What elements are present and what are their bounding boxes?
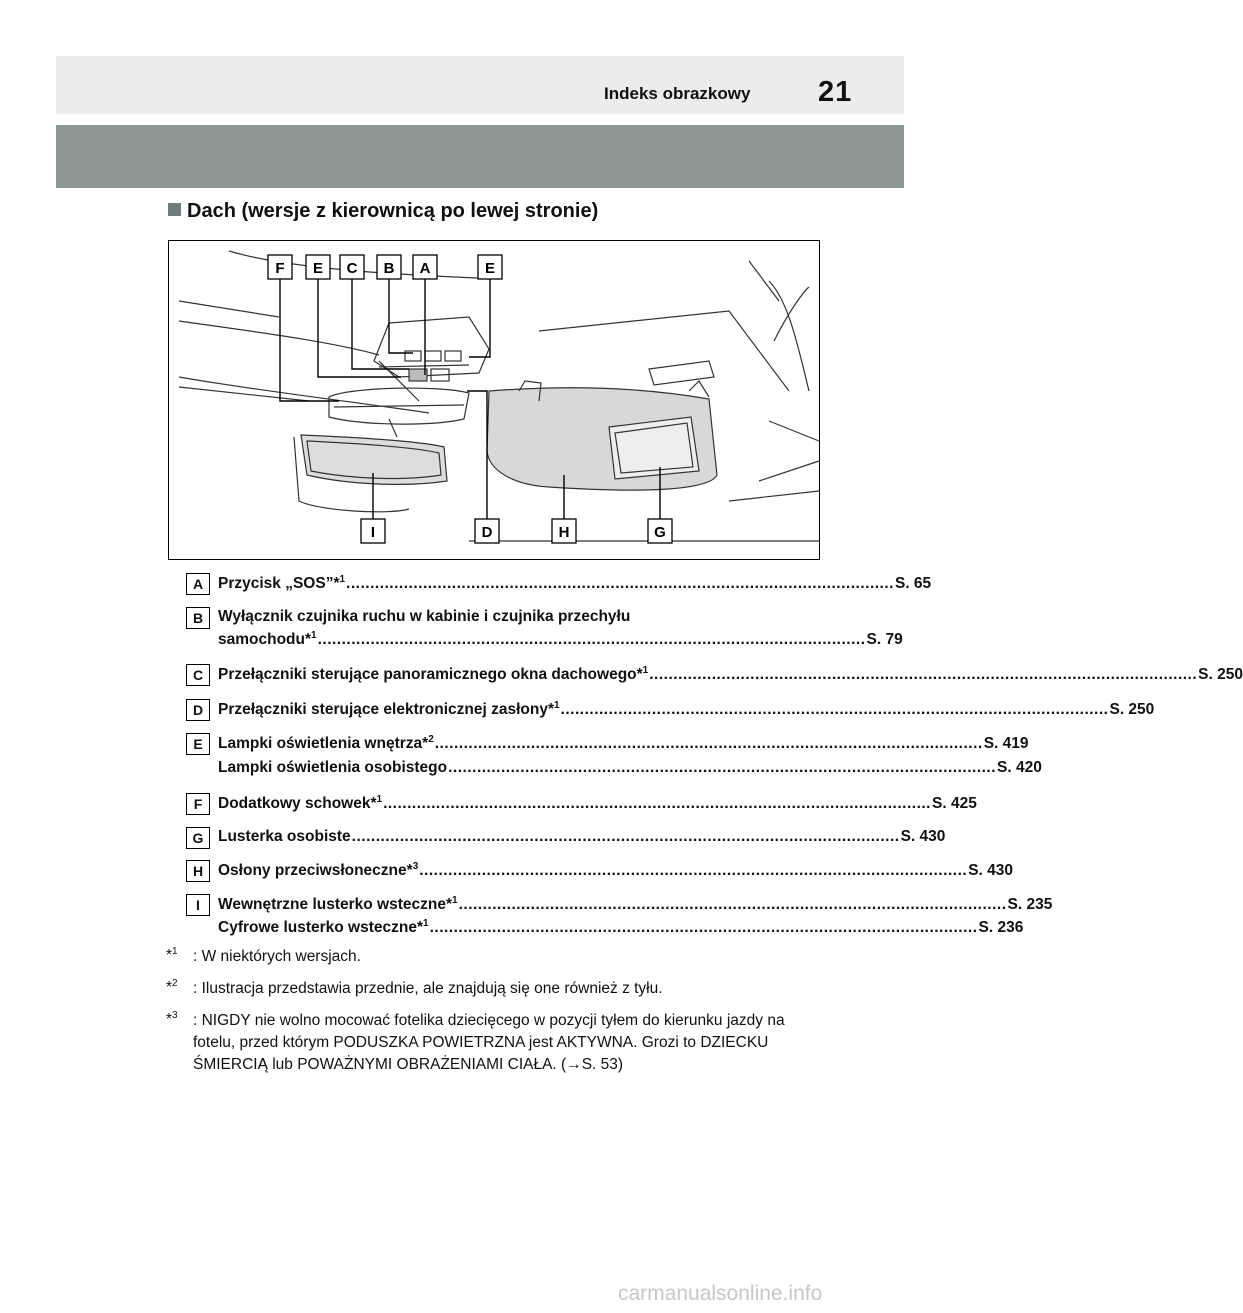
item-text: Przycisk „SOS”* <box>218 575 340 593</box>
item-text: Przełączniki sterujące elektronicznej zasłony* <box>218 701 554 719</box>
callout-label-C: C <box>346 260 358 277</box>
footnote-marker: 1 <box>642 665 649 676</box>
item-text: Wewnętrzne lusterko wsteczne* <box>218 896 453 914</box>
item-text: Wyłącznik czujnika ruchu w kabinie i czujnika przechyłu <box>218 608 631 625</box>
callout-label-D: D <box>481 524 493 541</box>
square-bullet-icon <box>168 203 181 216</box>
roof-drawing <box>169 241 819 559</box>
callout-label-F: F <box>275 260 285 277</box>
item-text: Cyfrowe lusterko wsteczne* <box>218 919 424 937</box>
letter-box: H <box>186 860 210 882</box>
roof-illustration <box>168 240 820 560</box>
footnote-marker: 2 <box>428 734 434 745</box>
footnote-marker: 1 <box>376 794 383 805</box>
page-reference-link[interactable]: S. 250 <box>1109 701 1155 719</box>
section-banner <box>56 125 904 188</box>
page-number: 21 <box>818 76 853 108</box>
page-reference-link[interactable]: S. 430 <box>968 862 1013 880</box>
callout-label-H: H <box>558 524 570 541</box>
running-header-title: Indeks obrazkowy <box>604 84 751 103</box>
page-reference-link[interactable]: S. 419 <box>983 735 1029 753</box>
footnote-text: : W niektórych wersjach. <box>193 948 361 965</box>
footnote-marker: 1 <box>311 630 317 641</box>
footnote-marker: 1 <box>452 895 458 906</box>
callout-label-E-right: E <box>484 260 496 277</box>
footnote-marker: 3 <box>412 861 419 872</box>
page-reference-link[interactable]: S. 79 <box>866 631 903 649</box>
section-title-text: Dach (wersje z kierownicą po lewej stronie) <box>187 200 599 222</box>
item-text: Lusterka osobiste <box>218 828 351 845</box>
header-band <box>56 56 904 114</box>
page-reference-link[interactable]: S. 235 <box>1007 896 1053 914</box>
letter-box: G <box>186 827 210 849</box>
callout-label-B: B <box>383 260 395 277</box>
footnote-marker: 1 <box>339 574 346 585</box>
callout-label-G: G <box>654 524 666 541</box>
item-text: Osłony przeciwsłoneczne* <box>218 862 413 880</box>
page-reference-link[interactable]: S. 430 <box>900 828 946 845</box>
callout-label-I: I <box>370 524 376 541</box>
item-text: Lampki oświetlenia osobistego <box>218 759 448 776</box>
item-text: Dodatkowy schowek* <box>218 795 377 813</box>
section-title <box>168 200 598 223</box>
letter-box: I <box>186 894 210 916</box>
item-text: samochodu* <box>218 631 312 649</box>
letter-box: F <box>186 793 210 815</box>
page-reference-link[interactable]: S. 425 <box>932 795 977 813</box>
page-reference-link[interactable]: S. 236 <box>978 919 1024 937</box>
callout-label-A: A <box>419 260 431 277</box>
watermark[interactable]: carmanualsonline.info <box>618 1282 823 1305</box>
footnote-marker: 1 <box>423 918 429 929</box>
footnote-text: : NIGDY nie wolno mocować fotelika dziecięcego w pozycji tyłem do kierunku jazdy na fotelu, przed którym PODUSZKA POWIETRZNA jest AKTYWNA. Grozi to DZIECKU ŚMIERCIĄ lub POWAŻNYMI OBRAŻENIAMI CIAŁA. (→S. 53) <box>193 1012 785 1073</box>
letter-box: E <box>186 733 210 755</box>
item-text: Przełączniki sterujące panoramicznego okna dachowego* <box>218 666 643 684</box>
page-reference-link[interactable]: S. 420 <box>997 759 1042 776</box>
page-reference-link[interactable]: S. 250 <box>1198 666 1243 684</box>
letter-box: C <box>186 664 210 686</box>
item-text: Lampki oświetlenia wnętrza* <box>218 735 429 753</box>
page-reference-link[interactable]: S. 65 <box>894 575 932 593</box>
footnote-marker: 1 <box>553 700 560 711</box>
callout-label-E-left: E <box>312 260 324 277</box>
letter-box: A <box>186 573 210 595</box>
letter-box: D <box>186 699 210 721</box>
footnote-text: : Ilustracja przedstawia przednie, ale znajdują się one również z tyłu. <box>193 980 663 997</box>
letter-box: B <box>186 607 210 629</box>
